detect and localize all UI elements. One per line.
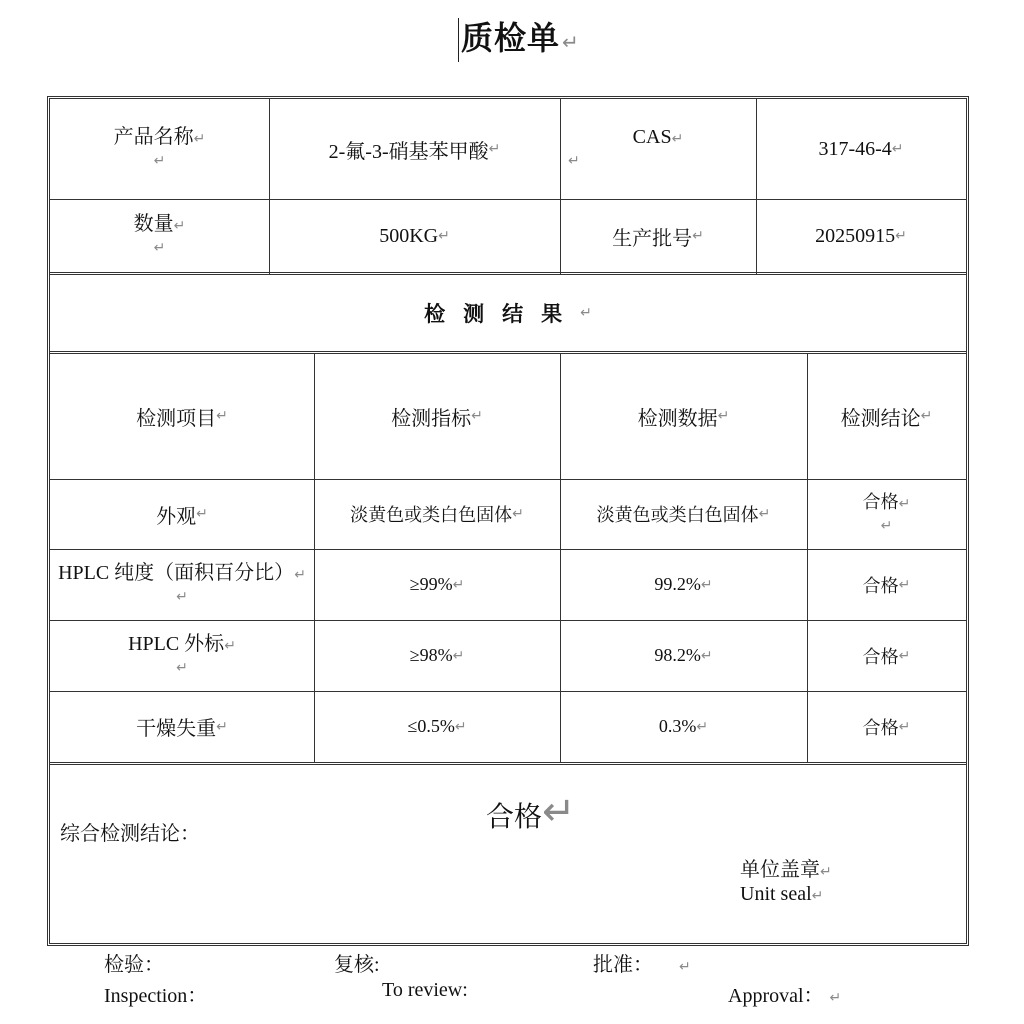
column-header-spec: 检测指标 ↵ xyxy=(391,407,483,430)
results-heading: 检测结果 ↵ xyxy=(424,301,592,326)
review-label-en: To review: xyxy=(382,979,468,1001)
table-row-data: 98.2% ↵ xyxy=(654,645,713,665)
table-row-item: 干燥失重 ↵ xyxy=(136,718,228,740)
column-header-conclusion: 检测结论 ↵ xyxy=(840,407,933,430)
table-row-item: 外观 ↵ xyxy=(156,505,208,528)
overall-conclusion-value: 合格↵ xyxy=(486,789,576,835)
review-label-cn: 复核: xyxy=(334,954,380,976)
table-row-item: HPLC 纯度（面积百分比）↵ ↵ xyxy=(58,561,306,605)
batch-label: 生产批号 ↵ xyxy=(612,227,704,250)
paragraph-mark-icon: ↵ xyxy=(562,30,580,54)
inspection-label-en: Inspection： xyxy=(104,985,208,1007)
table-row-item: HPLC 外标↵ ↵ xyxy=(128,632,236,676)
column-header-item: 检测项目 ↵ xyxy=(136,407,228,430)
overall-conclusion-label: 综合检测结论： xyxy=(60,823,200,845)
table-row-spec: ≥98% ↵ xyxy=(409,645,465,665)
batch-value: 20250915 ↵ xyxy=(815,224,907,247)
table-row-spec: ≥99% ↵ xyxy=(409,574,465,594)
quantity-label: 数量↵ ↵ xyxy=(133,213,186,256)
unit-seal-label-en: Unit seal↵ xyxy=(740,883,824,905)
table-row-data: 99.2% ↵ xyxy=(654,574,713,594)
cas-value: 317-46-4 ↵ xyxy=(818,137,904,160)
product-name-value: 2-氟-3-硝基苯甲酸 ↵ xyxy=(328,140,501,163)
inspection-label-cn: 检验： xyxy=(104,954,164,976)
approval-label-cn: 批准： ↵ xyxy=(593,954,691,976)
cas-label: CAS↵ ↵ xyxy=(568,126,684,169)
table-row-spec: 淡黄色或类白色固体 ↵ xyxy=(350,505,524,525)
quantity-value: 500KG ↵ xyxy=(379,224,450,247)
table-row-conclusion: 合格 ↵ xyxy=(862,575,911,596)
unit-seal-label-cn: 单位盖章↵ xyxy=(740,859,832,881)
overall-conclusion-block xyxy=(50,765,966,943)
approval-label-en: Approval： ↵ xyxy=(728,985,842,1007)
table-row-conclusion: 合格 ↵ xyxy=(862,717,911,738)
table-row-conclusion: 合格↵ ↵ xyxy=(862,492,911,534)
column-header-data: 检测数据 ↵ xyxy=(637,407,730,430)
document-title: 质检单 ↵ xyxy=(458,18,580,62)
product-name-label: 产品名称↵ ↵ xyxy=(113,126,206,169)
table-row-data: 淡黄色或类白色固体 ↵ xyxy=(596,505,771,525)
table-row-spec: ≤0.5% ↵ xyxy=(407,716,467,736)
table-row-data: 0.3% ↵ xyxy=(658,716,709,736)
table-row-conclusion: 合格 ↵ xyxy=(862,646,911,667)
quality-inspection-sheet xyxy=(47,96,969,946)
